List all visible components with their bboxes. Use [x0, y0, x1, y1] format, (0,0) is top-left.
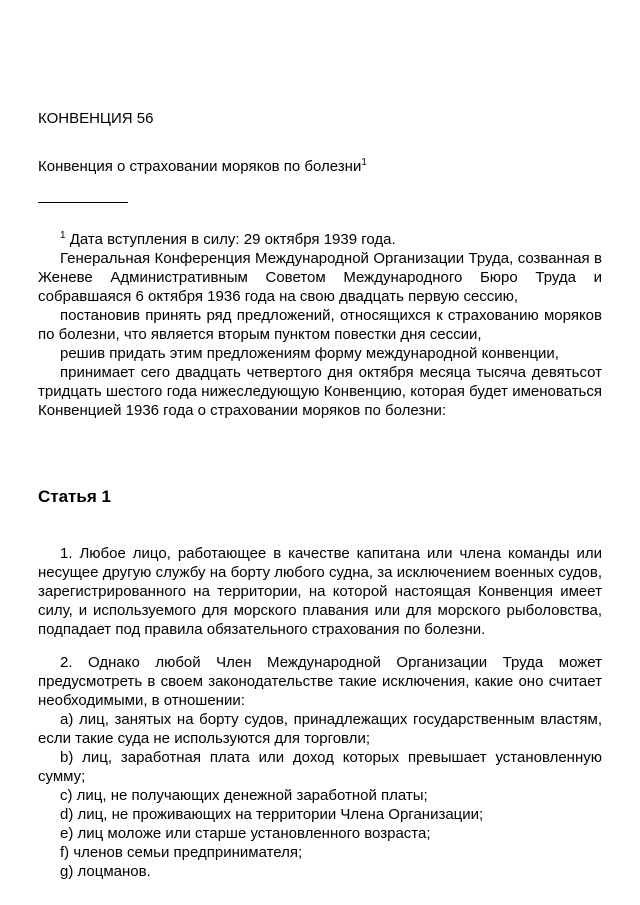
list-item: a) лиц, занятых на борту судов, принадлежащих государственным властям, если такие суда не используются для торговли; [38, 711, 602, 747]
preamble-paragraph: принимает сего двадцать четвертого дня октября месяца тысяча девятьсот тридцать шестого года нижеследующую Конвенцию, которая будет именоваться Конвенцией 1936 года о страховании моряков по болезни: [38, 364, 602, 419]
list-item: d) лиц, не проживающих на территории Члена Организации; [60, 806, 484, 823]
list-item: c) лиц, не получающих денежной заработной платы; [60, 787, 428, 804]
article-heading: Статья 1 [38, 487, 111, 506]
list-item: e) лиц моложе или старше установленного возраста; [60, 825, 431, 842]
footnote-and-preamble [38, 230, 602, 420]
footnote-body: Дата вступления в силу: 29 октября 1939 года. [69, 231, 396, 248]
exceptions-list [38, 710, 602, 881]
footnote-text [38, 230, 602, 249]
document-subtitle [38, 158, 602, 176]
list-item: f) членов семьи предпринимателя; [60, 844, 303, 861]
preamble-paragraph: Генеральная Конференция Международной Организации Труда, созванная в Женеве Административным Советом Международного Бюро Труда и собравшаяся 6 октября 1936 года на свою двадцать первую сессию, [38, 250, 602, 305]
footnote-number: 1 [60, 230, 66, 241]
article-paragraph-1: 1. Любое лицо, работающее в качестве капитана или члена команды или несущее другую службу на борту любого судна, за исключением военных судов, зарегистрированного на территории, на которой настоящая Конвенция имеет силу, и используемого для морского плавания или для морского рыболовства, подпадает под правила обязательного страхования по болезни. [38, 545, 602, 638]
article-paragraph-2: 2. Однако любой Член Международной Организации Труда может предусмотреть в своем законодательстве такие исключения, какие оно считает необходимыми, в отношении: [38, 654, 602, 709]
preamble-paragraph: решив придать этим предложениям форму международной конвенции, [60, 345, 559, 362]
footnote-ref-marker: 1 [361, 157, 367, 168]
subtitle-text: Конвенция о страховании моряков по болезни [38, 158, 362, 175]
list-item: b) лиц, заработная плата или доход которых превышает установленную сумму; [38, 749, 602, 785]
preamble-paragraph: постановив принять ряд предложений, относящихся к страхованию моряков по болезни, что является вторым пунктом повестки дня сессии, [38, 307, 602, 343]
list-item: g) лоцманов. [60, 863, 151, 880]
footnote-separator [38, 202, 128, 203]
document-title: КОНВЕНЦИЯ 56 [38, 110, 154, 127]
